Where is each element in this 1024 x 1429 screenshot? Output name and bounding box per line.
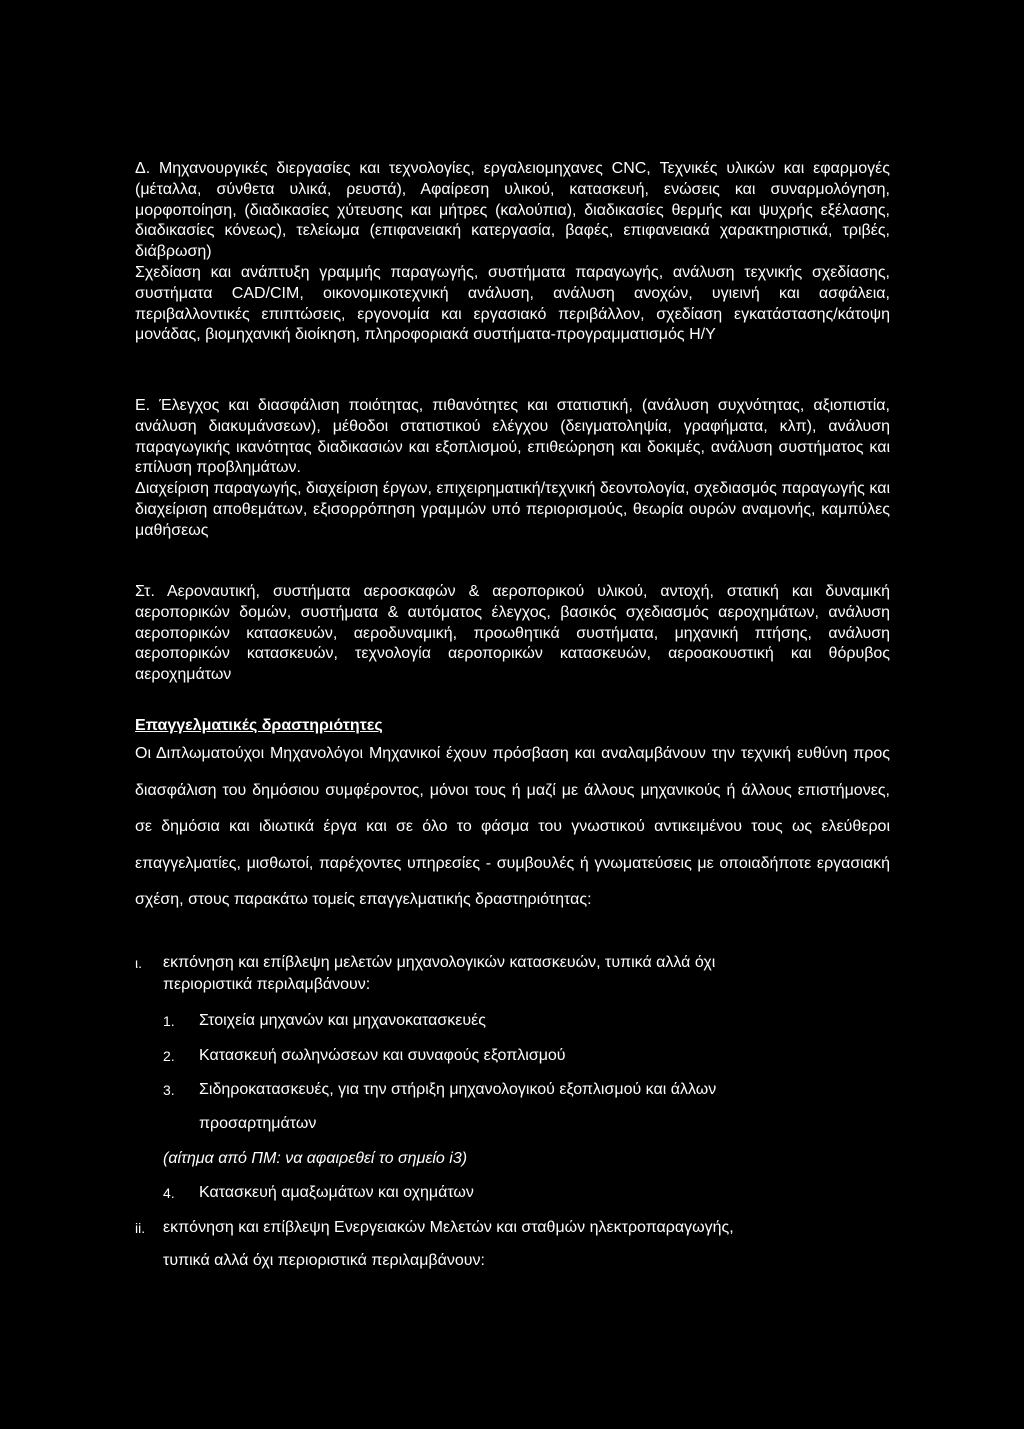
sub-item-4-text: Κατασκευή αμαξωμάτων και οχημάτων <box>199 1184 474 1201</box>
sub-item-3-continuation: προσαρτημάτων <box>199 1115 317 1132</box>
sub-item-3-text: Σιδηροκατασκευές, για την στήριξη μηχανολογικού εξοπλισμού και άλλων <box>199 1081 717 1098</box>
section-st-para-1: Στ. Αεροναυτική, συστήματα αεροσκαφών & αεροπορικού υλικού, αντοχή, στατική και δυναμική αεροπορικών δομών, συστήματα & αυτόματος έλεγχος, βασικός σχεδιασμός αεροχημάτων, ανάλυση αεροπορικών κατασκευών, αεροδυναμική, προωθητικά συστήματα, μηχανική πτήσης, ανάλυση αεροπορικών κατασκευών, τεχνολογία αεροπορικών κατασκευών, αεροακουστική και θόρυβος αεροχημάτων <box>135 583 890 684</box>
item-ii-line-2: τυπικά αλλά όχι περιοριστικά περιλαμβάνουν: <box>163 1252 485 1269</box>
section-e-para-1: Ε. Έλεγχος και διασφάλιση ποιότητας, πιθανότητες και στατιστική, (ανάλυση συχνότητας, αξιοπιστία, ανάλυση διακυμάνσεων), μέθοδοι στατιστικού ελέγχου (δειγματοληψία, γραφήματα, κλπ), ανάλυση παραγωγικής ικανότητας διαδικασιών και εξοπλισμού, επιθεώρηση και δοκιμές, ανάλυση συστήματος και επίλυση προβλημάτων. <box>135 397 890 477</box>
professional-heading: Επαγγελματικές δραστηριότητες <box>135 717 383 734</box>
professional-intro: Οι Διπλωματούχοι Μηχανολόγοι Μηχανικοί έχουν πρόσβαση και αναλαμβάνουν την τεχνική ευθύνη προς διασφάλιση του δημόσιου συμφέροντος, μόνοι τους ή μαζί με άλλους μηχανικούς ή άλλους επιστήμονες, σε δημόσια και ιδιωτικά έργα και σε όλο το φάσμα του γνωστικού αντικειμένου τους ως ελεύθεροι επαγγελματίες, μισθωτοί, παρέχοντες υπηρεσίες - συμβουλές ή γνωματεύσεις με οποιαδήποτε εργασιακή σχέση, στους παρακάτω τομείς επαγγελματικής δραστηριότητας: <box>135 745 890 909</box>
sub-item-3-number: 3. <box>163 1082 175 1098</box>
section-d <box>135 159 890 346</box>
item-i-line-1: εκπόνηση και επίβλεψη μελετών μηχανολογικών κατασκευών, τυπικά αλλά όχι <box>163 954 716 971</box>
sub-item-2-text: Κατασκευή σωληνώσεων και συναφούς εξοπλισμού <box>199 1047 566 1064</box>
item-ii-marker: ii. <box>135 1220 146 1236</box>
section-e-para-2: Διαχείριση παραγωγής, διαχείριση έργων, επιχειρηματική/τεχνική δεοντολογία, σχεδιασμός παραγωγής και διαχείριση αποθεμάτων, εξισορρόπηση γραμμών υπό περιορισμούς, θεωρία ουρών αναμονής, καμπύλες μαθήσεως <box>135 480 890 539</box>
sub-item-1-number: 1. <box>163 1013 175 1029</box>
sub-item-4-number: 4. <box>163 1185 175 1201</box>
section-st <box>135 582 890 686</box>
removal-note: (αίτημα από ΠΜ: να αφαιρεθεί το σημείο i3) <box>163 1150 468 1167</box>
item-i-marker: ι. <box>135 955 142 971</box>
section-d-para-1: Δ. Μηχανουργικές διεργασίες και τεχνολογίες, εργαλειομηχανες CNC, Τεχνικές υλικών και εφαρμογές (μέταλλα, σύνθετα υλικά, ρευστά), Αφαίρεση υλικού, κατασκευή, ενώσεις και συναρμολόγηση, μορφοποίηση, (διαδικασίες χύτευσης και μήτρες (καλούπια), διαδικασίες θερμής και ψυχρής εξέλασης, διαδικασίες κόνεως), τελείωμα (επιφανειακή κατεργασία, βαφές, επιφανειακά χαρακτηριστικά, τριβές, διάβρωση) <box>135 160 890 261</box>
item-i-line-2: περιοριστικά περιλαμβάνουν: <box>163 976 371 993</box>
section-d-para-2: Σχεδίαση και ανάπτυξη γραμμής παραγωγής, συστήματα παραγωγής, ανάλυση τεχνικής σχεδίασης, συστήματα CAD/CIM, οικονομικοτεχνική ανάλυση, ανάλυση ανοχών, υγιεινή και ασφάλεια, περιβαλλοντικές επιπτώσεις, εργονομία και εργασιακό περιβάλλον, σχεδίαση εγκατάστασης/κάτοψη μονάδας, βιομηχανική διοίκηση, πληροφοριακά συστήματα-προγραμματισμός Η/Υ <box>135 263 890 344</box>
sub-item-2-number: 2. <box>163 1048 175 1064</box>
item-ii-line-1: εκπόνηση και επίβλεψη Ενεργειακών Μελετών και σταθμών ηλεκτροπαραγωγής, <box>163 1219 734 1236</box>
sub-item-1-text: Στοιχεία μηχανών και μηχανοκατασκευές <box>199 1012 487 1029</box>
section-e <box>135 396 890 542</box>
